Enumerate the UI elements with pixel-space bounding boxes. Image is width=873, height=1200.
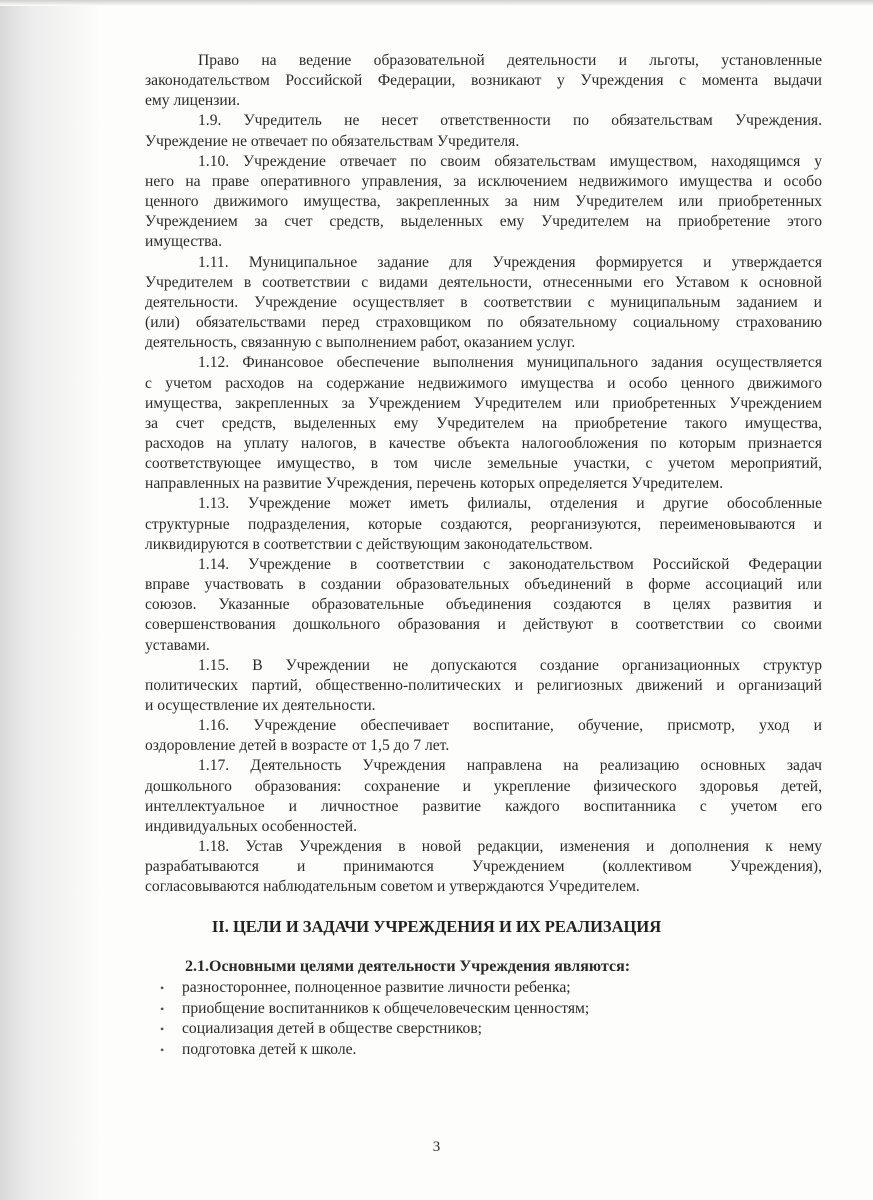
paragraph-line: дошкольного образования: сохранение и укрепление физического здоровья детей, bbox=[145, 777, 822, 795]
paragraph-line: ему лицензии. bbox=[145, 92, 240, 110]
scan-shadow-left bbox=[0, 0, 100, 1200]
body-text bbox=[145, 51, 822, 898]
paragraph-line: 1.18. Устав Учреждения в новой редакции, изменения и дополнения к нему bbox=[198, 838, 822, 856]
paragraph-line: Учреждением за счет средств, выделенных ему Учредителем на приобретение этого bbox=[145, 213, 822, 231]
paragraph bbox=[145, 51, 822, 111]
bullet-icon: • bbox=[160, 981, 165, 995]
paragraph-line: имущества, закрепленных за Учреждением Учредителем или приобретенных Учреждением bbox=[145, 394, 822, 412]
list-item-text: приобщение воспитанников к общечеловеческим ценностям; bbox=[182, 999, 590, 1017]
paragraph-line: политических партий, общественно-политических и религиозных движений и организаций bbox=[145, 676, 822, 694]
paragraph-line: направленных на развитие Учреждения, перечень которых определяется Учредителем. bbox=[145, 475, 724, 493]
paragraph bbox=[145, 353, 822, 494]
paragraph-line: согласовываются наблюдательным советом и утверждаются Учредителем. bbox=[145, 878, 640, 896]
list-item-text: социализация детей в обществе сверстников; bbox=[182, 1020, 483, 1037]
paragraph-line: 1.9. Учредитель не несет ответственности по обязательствам Учреждения. bbox=[198, 112, 822, 130]
paragraph-line: 1.12. Финансовое обеспечение выполнения муниципального задания осуществляется bbox=[198, 354, 822, 372]
paragraph bbox=[145, 152, 822, 253]
paragraph-line: 1.17. Деятельность Учреждения направлена на реализацию основных задач bbox=[198, 757, 822, 775]
paragraph-line: расходов на уплату налогов, в качестве объекта налогообложения по которым признается bbox=[145, 434, 822, 452]
paragraph-line: за счет средств, выделенных ему Учредителем на приобретение такого имущества, bbox=[145, 414, 822, 432]
list-item bbox=[160, 978, 589, 999]
paragraph-line: него на праве оперативного управления, за исключением недвижимого имущества и особо bbox=[145, 172, 822, 190]
list-item-text: разностороннее, полноценное развитие личности ребенка; bbox=[182, 979, 571, 996]
paragraph bbox=[145, 656, 822, 716]
paragraph-line: 1.15. В Учреждении не допускаются создание организационных структур bbox=[198, 656, 822, 674]
paragraph bbox=[145, 555, 822, 656]
bullet-icon: • bbox=[160, 1022, 165, 1036]
paragraph bbox=[145, 756, 822, 837]
paragraph bbox=[145, 837, 822, 897]
section-title: II. ЦЕЛИ И ЗАДАЧИ УЧРЕЖДЕНИЯ И ИХ РЕАЛИЗАЦИЯ bbox=[211, 917, 662, 936]
paragraph bbox=[145, 716, 822, 756]
paragraph-line: уставами. bbox=[145, 636, 210, 654]
paragraph-line: имущества. bbox=[145, 233, 223, 251]
scan-shadow-top bbox=[0, 0, 873, 6]
paragraph-line: 1.13. Учреждение может иметь филиалы, отделения и другие обособленные bbox=[198, 495, 822, 513]
goals-heading: 2.1.Основными целями деятельности Учреждения являются: bbox=[185, 958, 631, 975]
bullet-icon: • bbox=[160, 1001, 165, 1016]
list-item bbox=[160, 1040, 589, 1061]
paragraph bbox=[145, 111, 822, 151]
paragraph-line: Учреждение не отвечает по обязательствам Учредителя. bbox=[145, 132, 520, 150]
paragraph-line: структурные подразделения, которые создаются, реорганизуются, переименовываются и bbox=[145, 515, 822, 533]
paragraph bbox=[145, 494, 822, 554]
paragraph-line: 1.16. Учреждение обеспечивает воспитание, обучение, присмотр, уход и bbox=[198, 717, 822, 735]
paragraph-line: интеллектуальное и личностное развитие каждого воспитанника с учетом его bbox=[145, 797, 822, 815]
paragraph-line: ликвидируются в соответствии с действующим законодательством. bbox=[145, 535, 593, 553]
paragraph-line: (или) обязательствами перед страховщиком по обязательному социальному страхованию bbox=[145, 314, 822, 332]
goals-list bbox=[160, 978, 589, 1060]
paragraph-line: совершенствования дошкольного образования и действуют в соответствии со своими bbox=[145, 616, 822, 634]
paragraph-line: с учетом расходов на содержание недвижимого имущества и особо ценного движимого bbox=[145, 374, 822, 392]
paragraph-line: 1.10. Учреждение отвечает по своим обязательствам имуществом, находящимся у bbox=[198, 152, 822, 170]
paragraph-line: законодательством Российской Федерации, возникают у Учреждения с момента выдачи bbox=[145, 72, 822, 90]
paragraph-line: вправе участвовать в создании образовательных объединений в форме ассоциаций или bbox=[145, 576, 822, 594]
paragraph-line: оздоровление детей в возрасте от 1,5 до 7 лет. bbox=[145, 737, 450, 755]
paragraph-line: индивидуальных особенностей. bbox=[145, 817, 358, 835]
page-number: 3 bbox=[432, 1139, 441, 1155]
paragraph-line: 1.14. Учреждение в соответствии с законодательством Российской Федерации bbox=[198, 555, 822, 573]
paragraph-line: ценного движимого имущества, закрепленных за ним Учредителем или приобретенных bbox=[145, 193, 822, 211]
paragraph-line: разрабатываются и принимаются Учреждением (коллективом Учреждения), bbox=[145, 858, 822, 876]
list-item bbox=[160, 1019, 589, 1040]
list-item-text: подготовка детей к школе. bbox=[182, 1040, 357, 1058]
paragraph-line: деятельность, связанную с выполнением работ, оказанием услуг. bbox=[145, 334, 576, 352]
paragraph-line: и осуществление их деятельности. bbox=[145, 697, 376, 714]
paragraph-line: Право на ведение образовательной деятельности и льготы, установленные bbox=[198, 52, 822, 69]
paragraph-line: деятельности. Учреждение осуществляет в соответствии с муниципальным заданием и bbox=[145, 293, 822, 311]
paragraph-line: соответствующее имущество, в том числе земельные участки, с учетом мероприятий, bbox=[145, 455, 822, 473]
paragraph-line: Учредителем в соответствии с видами деятельности, отнесенными его Уставом к основной bbox=[145, 273, 822, 291]
paragraph-line: 1.11. Муниципальное задание для Учреждения формируется и утверждается bbox=[198, 253, 822, 271]
bullet-icon: • bbox=[160, 1042, 165, 1057]
paragraph-line: союзов. Указанные образовательные объединения создаются в целях развития и bbox=[145, 596, 822, 614]
paragraph bbox=[145, 253, 822, 354]
list-item bbox=[160, 999, 589, 1020]
